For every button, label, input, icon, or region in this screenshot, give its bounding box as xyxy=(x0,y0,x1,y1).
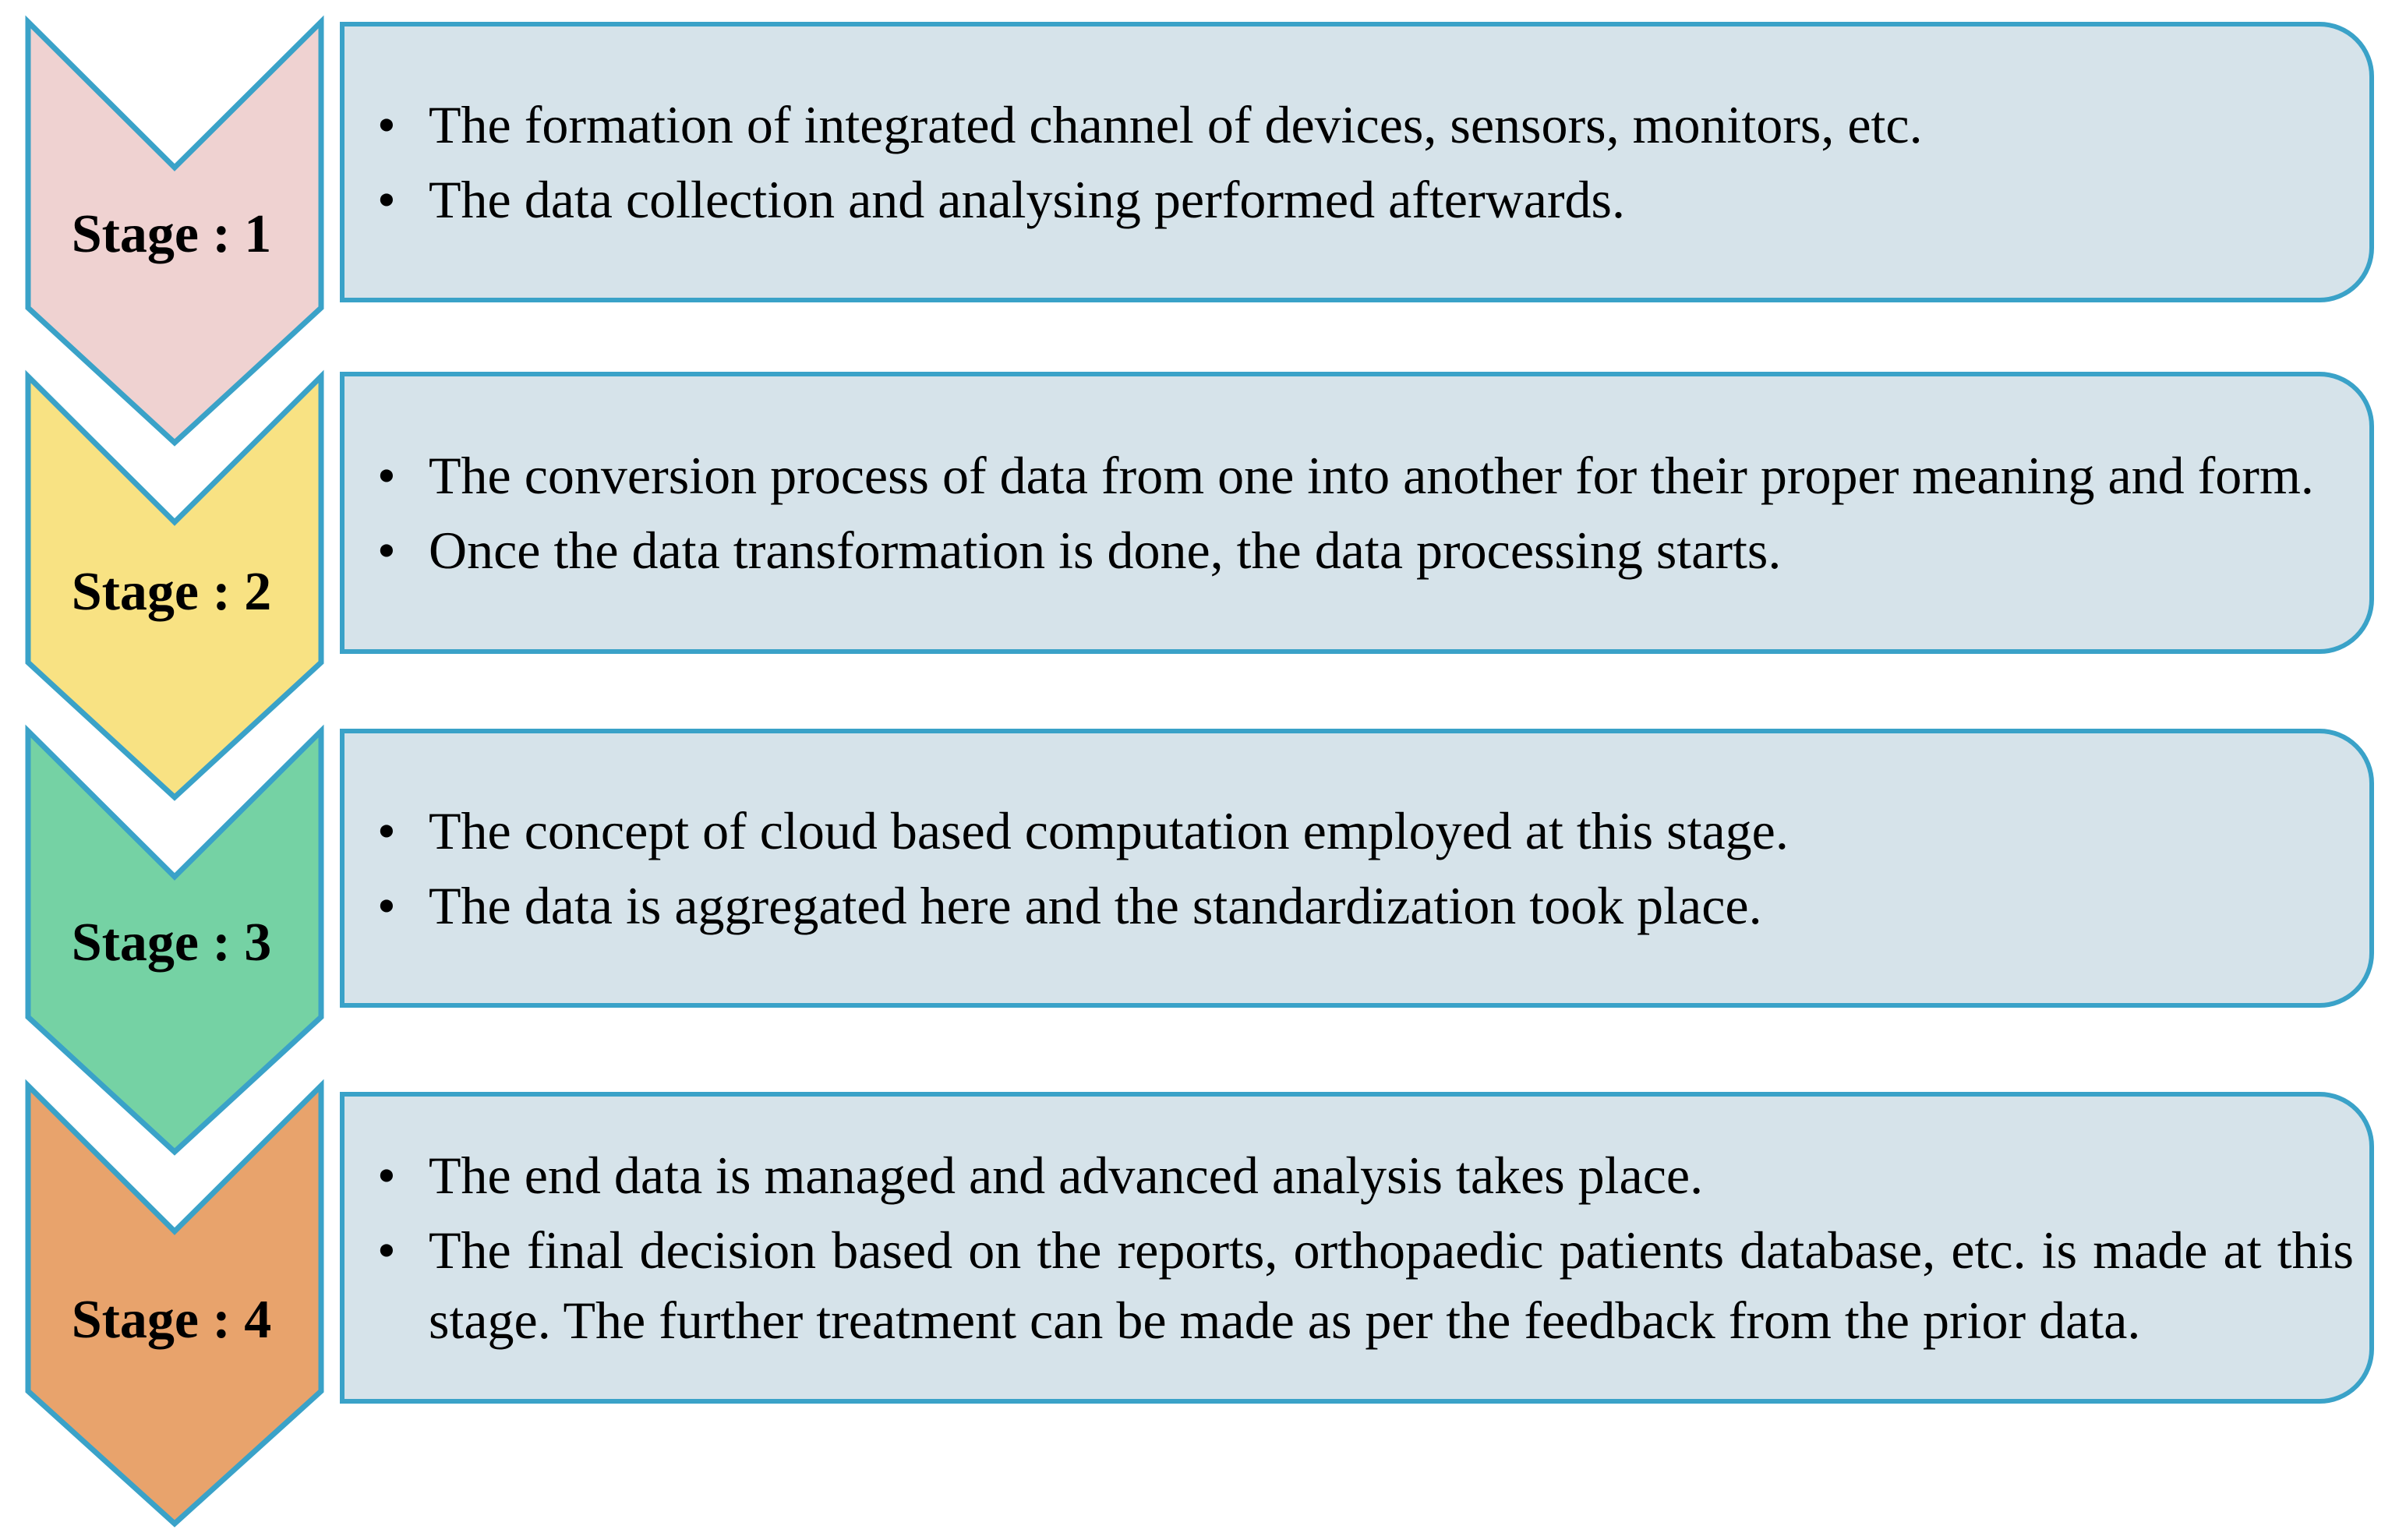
stage-2-bullet-1 xyxy=(373,440,2354,510)
stage-3-bullet-2 xyxy=(373,871,2354,941)
stage-1-bullet-1-text: The formation of integrated channel of devices, sensors, monitors, etc. xyxy=(429,95,1923,154)
stage-4-bullet-1-text: The end data is managed and advanced analysis takes place. xyxy=(429,1146,1704,1205)
stage-2-bullet-2 xyxy=(373,515,2354,585)
stage-4-bullet-2 xyxy=(373,1215,2354,1355)
stage-3-box xyxy=(340,729,2374,1008)
stage-3-label: Stage : 3 xyxy=(71,913,272,973)
bullet-dot-icon: • xyxy=(377,95,396,154)
stage-2-bullet-2-text: Once the data transformation is done, the data processing starts. xyxy=(429,521,1782,580)
bullet-dot-icon: • xyxy=(377,1220,396,1280)
stage-4-label: Stage : 4 xyxy=(71,1290,272,1350)
stage-3-bullets xyxy=(373,791,2354,945)
bullet-dot-icon: • xyxy=(377,801,396,860)
stage-1-bullet-2 xyxy=(373,164,2354,235)
stage-1-box xyxy=(340,22,2374,302)
stage-1-bullet-2-text: The data collection and analysing performed afterwards. xyxy=(429,170,1626,229)
stage-1-bullet-1 xyxy=(373,90,2354,160)
bullet-dot-icon: • xyxy=(377,1146,396,1205)
bullet-dot-icon: • xyxy=(377,876,396,935)
stage-4-row xyxy=(0,1064,2406,1540)
stage-3-bullet-1-text: The concept of cloud based computation employed at this stage. xyxy=(429,801,1789,860)
stage-1-bullets xyxy=(373,85,2354,239)
stage-2-box xyxy=(340,372,2374,654)
stage-2-bullet-1-text: The conversion process of data from one into another for their proper meaning and form. xyxy=(429,446,2314,505)
bullet-dot-icon: • xyxy=(377,170,396,229)
stage-2-bullets xyxy=(373,436,2354,590)
stage-2-label: Stage : 2 xyxy=(71,562,272,622)
stage-4-box xyxy=(340,1092,2374,1404)
bullet-dot-icon: • xyxy=(377,521,396,580)
stage-4-bullets xyxy=(373,1136,2354,1360)
stage-4-bullet-1 xyxy=(373,1140,2354,1210)
bullet-dot-icon: • xyxy=(377,446,396,505)
stage-1-label: Stage : 1 xyxy=(71,204,272,264)
stage-3-bullet-2-text: The data is aggregated here and the standardization took place. xyxy=(429,876,1762,935)
stage-4-bullet-2-text: The final decision based on the reports, orthopaedic patients database, etc. is made at this stage. The further treatment can be made as per the feedback from the prior data. xyxy=(429,1220,2354,1350)
stage-3-bullet-1 xyxy=(373,796,2354,866)
